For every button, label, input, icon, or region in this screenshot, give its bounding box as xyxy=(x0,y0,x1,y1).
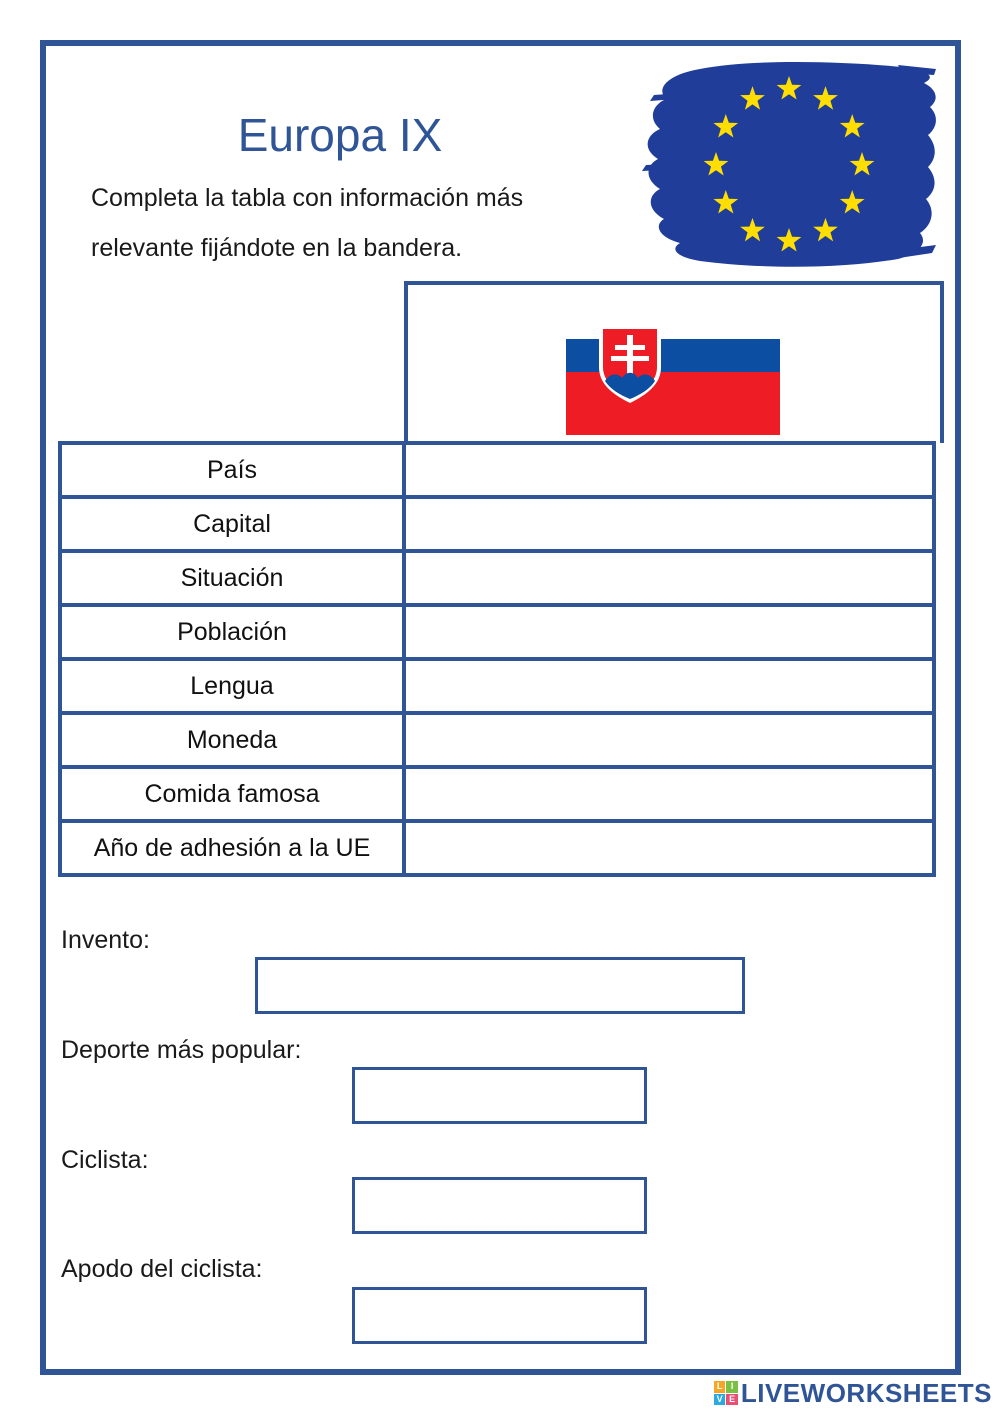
row-answer-field[interactable] xyxy=(404,551,934,605)
row-label: Moneda xyxy=(60,713,404,767)
question-label-deporte: Deporte más popular: xyxy=(61,1036,302,1064)
row-label: Capital xyxy=(60,497,404,551)
table-row xyxy=(60,497,934,551)
question-label-invento: Invento: xyxy=(61,926,150,954)
question-label-ciclista: Ciclista: xyxy=(61,1146,149,1174)
table-row xyxy=(60,821,934,875)
answer-box-deporte[interactable] xyxy=(352,1067,647,1124)
instructions-line-2: relevante fijándote en la bandera. xyxy=(91,234,463,262)
row-answer-field[interactable] xyxy=(404,497,934,551)
row-label: País xyxy=(60,443,404,497)
row-label: Población xyxy=(60,605,404,659)
table-row xyxy=(60,713,934,767)
row-answer-field[interactable] xyxy=(404,713,934,767)
question-label-apodo: Apodo del ciclista: xyxy=(61,1255,263,1283)
page-title: Europa IX xyxy=(237,109,443,161)
row-label: Situación xyxy=(60,551,404,605)
row-label: Lengua xyxy=(60,659,404,713)
row-answer-field[interactable] xyxy=(404,605,934,659)
table-row xyxy=(60,551,934,605)
answer-box-invento[interactable] xyxy=(255,957,745,1014)
answer-box-ciclista[interactable] xyxy=(352,1177,647,1234)
answer-box-apodo[interactable] xyxy=(352,1287,647,1344)
row-answer-field[interactable] xyxy=(404,821,934,875)
row-answer-field[interactable] xyxy=(404,659,934,713)
row-answer-field[interactable] xyxy=(404,443,934,497)
table-row xyxy=(60,659,934,713)
liveworksheets-text: LIVEWORKSHEETS xyxy=(740,1377,992,1408)
eu-flag-image xyxy=(640,55,940,275)
liveworksheets-icon: L I V E xyxy=(714,1381,738,1405)
row-answer-field[interactable] xyxy=(404,767,934,821)
info-table xyxy=(58,441,936,877)
row-label: Comida famosa xyxy=(60,767,404,821)
table-row xyxy=(60,605,934,659)
liveworksheets-logo[interactable] xyxy=(714,1378,992,1408)
row-label: Año de adhesión a la UE xyxy=(60,821,404,875)
table-row xyxy=(60,767,934,821)
instructions-line-1: Completa la tabla con información más xyxy=(91,184,524,212)
slovakia-flag-image xyxy=(566,325,780,435)
table-row xyxy=(60,443,934,497)
